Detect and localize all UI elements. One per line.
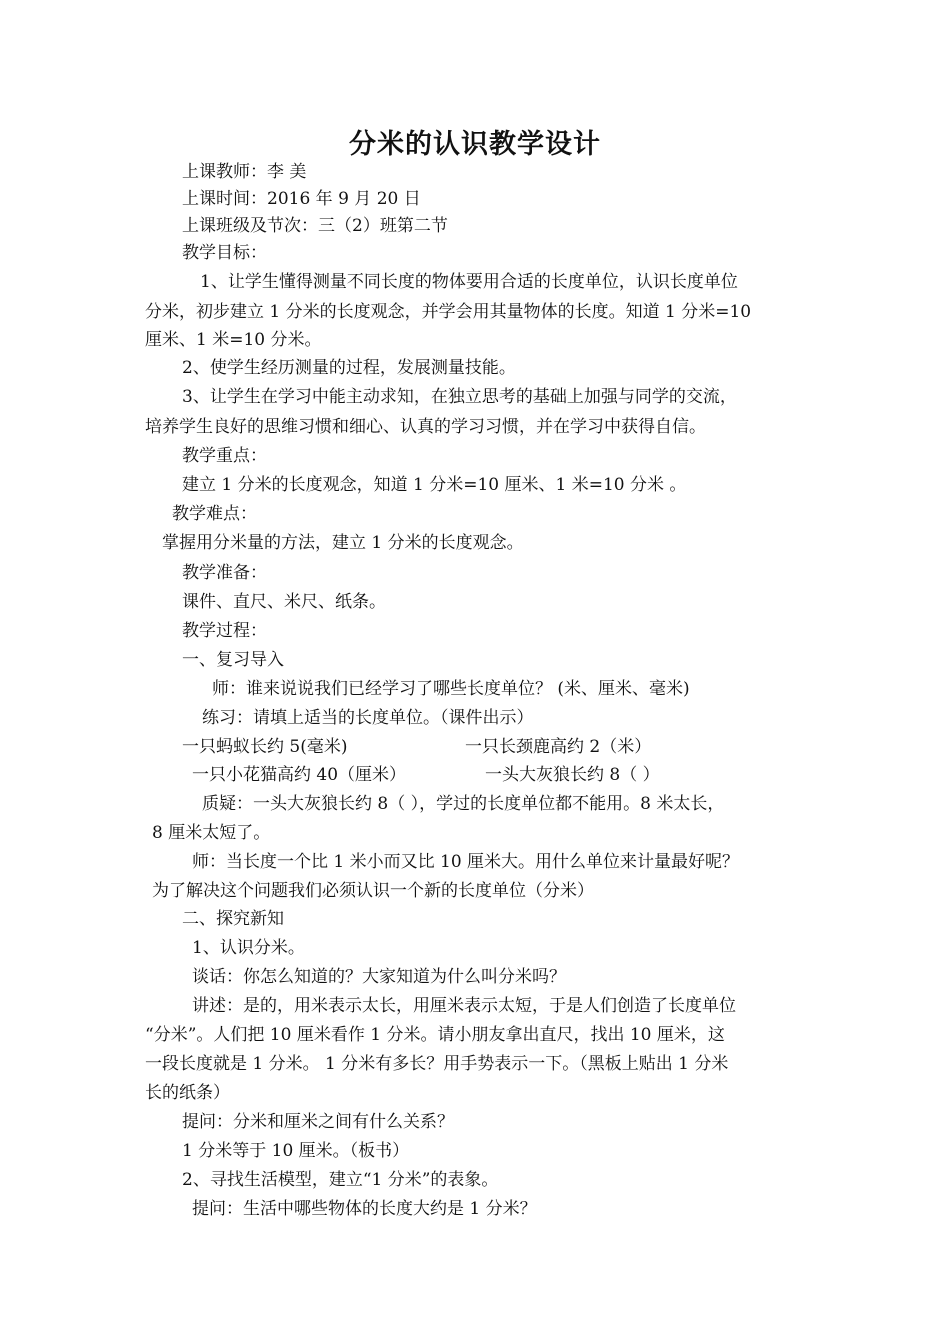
question-line-2: 8 厘米太短了。 <box>152 823 271 843</box>
exercise-cat: 一只小花猫高约 40（厘米） <box>192 765 407 785</box>
section-1-heading: 一、复习导入 <box>182 650 284 670</box>
difficulty-heading: 教学难点： <box>172 504 257 524</box>
key-points-text: 建立 1 分米的长度观念，知道 1 分米=10 厘米、1 米=10 分米 。 <box>182 475 687 495</box>
exercise-wolf: 一头大灰狼长约 8（ ） <box>485 765 660 785</box>
teacher-line: 上课教师：李 美 <box>182 162 307 182</box>
objective-3-line-1: 3、让学生在学习中能主动求知，在独立思考的基础上加强与同学的交流， <box>182 387 737 407</box>
teacher-question-1: 师：谁来说说我们已经学习了哪些长度单位？ (米、厘米、毫米) <box>212 679 690 699</box>
explain-line-3: 一段长度就是 1 分米。 1 分米有多长？用手势表示一下。（黑板上贴出 1 分米 <box>145 1054 729 1074</box>
question-line-1: 质疑：一头大灰狼长约 8（ ），学过的长度单位都不能用。8 米太长， <box>202 794 725 814</box>
teacher-question-2-line-1: 师：当长度一个比 1 米小而又比 10 厘米大。用什么单位来计量最好呢？ <box>192 852 740 872</box>
document-title: 分米的认识教学设计 <box>349 129 601 160</box>
date-line: 上课时间：2016 年 9 月 20 日 <box>182 189 421 209</box>
key-points-heading: 教学重点： <box>182 446 267 466</box>
subsection-2-heading: 2、寻找生活模型，建立“1 分米”的表象。 <box>182 1170 499 1190</box>
ask-relation: 提问：分米和厘米之间有什么关系？ <box>182 1112 454 1132</box>
preparation-heading: 教学准备： <box>182 563 267 583</box>
subsection-1-heading: 1、认识分米。 <box>192 938 305 958</box>
objective-1-line-1: 1、让学生懂得测量不同长度的物体要用合适的长度单位，认识长度单位 <box>200 272 738 292</box>
relation-answer: 1 分米等于 10 厘米。（板书） <box>182 1141 410 1161</box>
teacher-question-2-line-2: 为了解决这个问题我们必须认识一个新的长度单位（分米） <box>152 881 594 901</box>
class-line: 上课班级及节次：三（2）班第二节 <box>182 216 448 236</box>
objective-1-line-3: 厘米、1 米=10 分米。 <box>145 330 322 350</box>
explain-line-1: 讲述：是的，用米表示太长，用厘米表示太短，于是人们创造了长度单位 <box>192 996 736 1016</box>
exercise-giraffe: 一只长颈鹿高约 2（米） <box>465 737 652 757</box>
section-2-heading: 二、探究新知 <box>182 909 284 929</box>
objective-2: 2、使学生经历测量的过程，发展测量技能。 <box>182 358 516 378</box>
ask-life-objects: 提问：生活中哪些物体的长度大约是 1 分米？ <box>192 1199 537 1219</box>
difficulty-text: 掌握用分米量的方法，建立 1 分米的长度观念。 <box>162 533 524 553</box>
process-heading: 教学过程： <box>182 621 267 641</box>
explain-line-4: 长的纸条） <box>145 1083 230 1103</box>
exercise-ant: 一只蚂蚁长约 5(毫米) <box>182 737 348 757</box>
objective-3-line-2: 培养学生良好的思维习惯和细心、认真的学习习惯，并在学习中获得自信。 <box>145 417 706 437</box>
preparation-text: 课件、直尺、米尺、纸条。 <box>182 592 386 612</box>
explain-line-2: “分米”。人们把 10 厘米看作 1 分米。请小朋友拿出直尺，找出 10 厘米，这 <box>145 1025 725 1045</box>
exercise-intro: 练习：请填上适当的长度单位。（课件出示） <box>202 708 534 728</box>
objective-1-line-2: 分米，初步建立 1 分米的长度观念，并学会用其量物体的长度。知道 1 分米=10 <box>145 302 752 322</box>
objectives-heading: 教学目标： <box>182 243 267 263</box>
talk-line: 谈话：你怎么知道的？大家知道为什么叫分米吗？ <box>192 967 566 987</box>
